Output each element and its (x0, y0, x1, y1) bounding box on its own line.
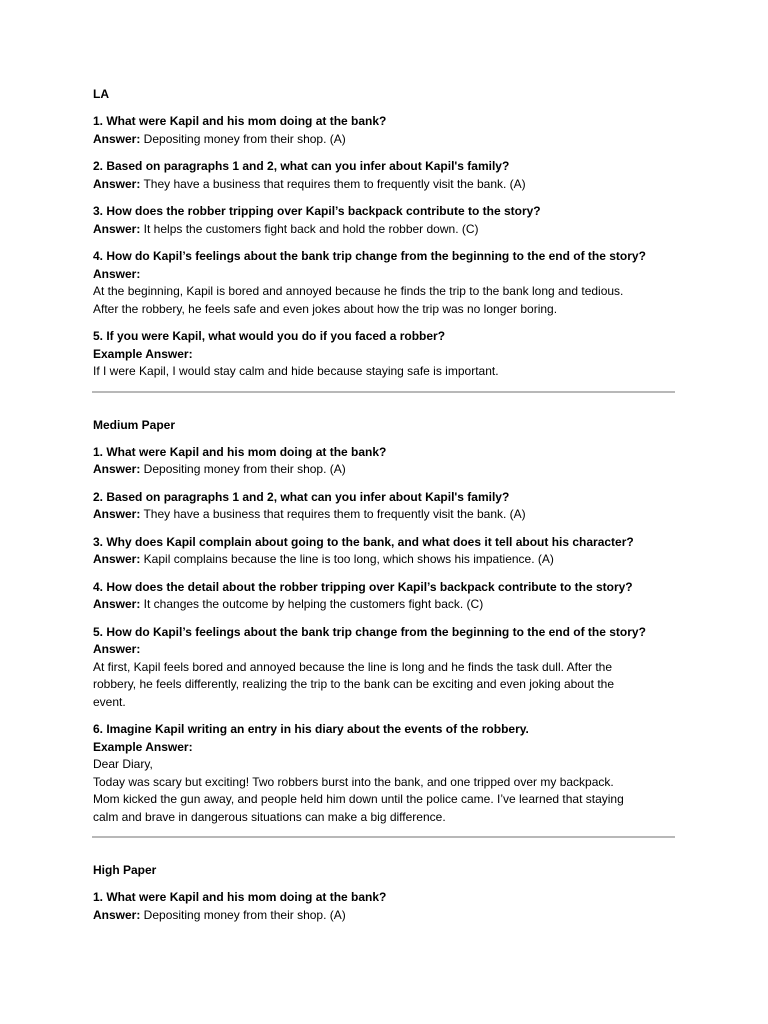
qa-item (93, 113, 675, 148)
answer-text: Kapil complains because the line is too long, which shows his impatience. (A) (140, 552, 554, 566)
section-medium-paper (93, 417, 675, 827)
qa-item (93, 579, 675, 614)
qa-item (93, 534, 675, 569)
question: 5. If you were Kapil, what would you do if you faced a robber? (93, 329, 446, 343)
answer-line: Today was scary but exciting! Two robbers burst into the bank, and one tripped over my backpack. (93, 774, 614, 789)
question: 4. How do Kapil’s feelings about the bank trip change from the beginning to the end of the story? (93, 249, 646, 263)
question: 2. Based on paragraphs 1 and 2, what can you infer about Kapil's family? (93, 159, 510, 173)
question: 6. Imagine Kapil writing an entry in his diary about the events of the robbery. (93, 722, 529, 736)
answer-text: They have a business that requires them to frequently visit the bank. (A) (140, 507, 526, 521)
section-title: High Paper (93, 863, 157, 877)
answer (93, 266, 675, 284)
answer-text: It helps the customers fight back and hold the robber down. (C) (140, 221, 479, 236)
answer-line: At the beginning, Kapil is bored and annoyed because he finds the trip to the bank long and tedious. (93, 284, 624, 298)
answer-label: Answer: (93, 597, 141, 611)
answer-text: It changes the outcome by helping the customers fight back. (C) (140, 597, 484, 611)
answer (93, 506, 675, 524)
question: 5. How do Kapil’s feelings about the bank trip change from the beginning to the end of the story? (93, 624, 646, 639)
answer-line: Mom kicked the gun away, and people held him down until the police came. I’ve learned that staying (93, 792, 624, 806)
qa-item (93, 889, 675, 924)
answer-label: Answer: (93, 221, 141, 236)
answer-label: Answer: (93, 131, 141, 146)
answer (93, 739, 675, 757)
section-divider (92, 391, 675, 393)
answer-label: Answer: (93, 462, 141, 476)
answer (93, 176, 675, 194)
answer-label: Answer: (93, 266, 141, 281)
qa-item (93, 624, 675, 712)
answer-text: Depositing money from their shop. (A) (140, 907, 346, 922)
answer-label: Answer: (93, 642, 141, 656)
section-title: Medium Paper (93, 417, 176, 432)
answer-label: Answer: (93, 176, 141, 191)
answer-label: Answer: (93, 507, 141, 521)
answer-label: Example Answer: (93, 739, 193, 754)
qa-item (93, 721, 675, 826)
answer (93, 221, 675, 239)
question: 2. Based on paragraphs 1 and 2, what can you infer about Kapil's family? (93, 489, 510, 504)
question: 1. What were Kapil and his mom doing at the bank? (93, 444, 387, 459)
answer (93, 346, 675, 364)
section-la (93, 86, 675, 381)
qa-item (93, 444, 675, 479)
answer (93, 596, 675, 614)
qa-item (93, 489, 675, 524)
answer-label: Answer: (93, 552, 141, 566)
answer-text: Depositing money from their shop. (A) (140, 131, 346, 146)
qa-item (93, 328, 675, 381)
qa-item (93, 203, 675, 238)
answer (93, 641, 675, 659)
answer-line: Dear Diary, (93, 757, 153, 771)
question: 4. How does the detail about the robber tripping over Kapil’s backpack contribute to the story? (93, 579, 633, 594)
answer-line: At first, Kapil feels bored and annoyed because the line is long and he finds the task dull. After the (93, 659, 612, 674)
answer-line: After the robbery, he feels safe and even jokes about how the trip was no longer boring. (93, 301, 558, 316)
answer-text: Depositing money from their shop. (A) (140, 462, 346, 476)
question: 3. Why does Kapil complain about going to the bank, and what does it tell about his character? (93, 534, 634, 549)
answer (93, 461, 675, 479)
question: 3. How does the robber tripping over Kapil’s backpack contribute to the story? (93, 204, 541, 218)
question: 1. What were Kapil and his mom doing at the bank? (93, 890, 387, 904)
answer-label: Answer: (93, 907, 141, 922)
section-title: LA (93, 87, 109, 101)
section-divider (92, 836, 675, 838)
qa-item (93, 158, 675, 193)
answer-line: If I were Kapil, I would stay calm and hide because staying safe is important. (93, 364, 499, 378)
answer (93, 551, 675, 569)
answer-line: event. (93, 694, 126, 709)
answer-text: They have a business that requires them to frequently visit the bank. (A) (140, 176, 526, 191)
answer (93, 907, 675, 925)
answer-line: calm and brave in dangerous situations can make a big difference. (93, 809, 446, 824)
question: 1. What were Kapil and his mom doing at the bank? (93, 114, 387, 128)
answer (93, 131, 675, 149)
qa-item (93, 248, 675, 318)
answer-line: robbery, he feels differently, realizing the trip to the bank can be exciting and even joking about the (93, 677, 614, 691)
answer-label: Example Answer: (93, 346, 193, 361)
section-high-paper (93, 862, 675, 924)
